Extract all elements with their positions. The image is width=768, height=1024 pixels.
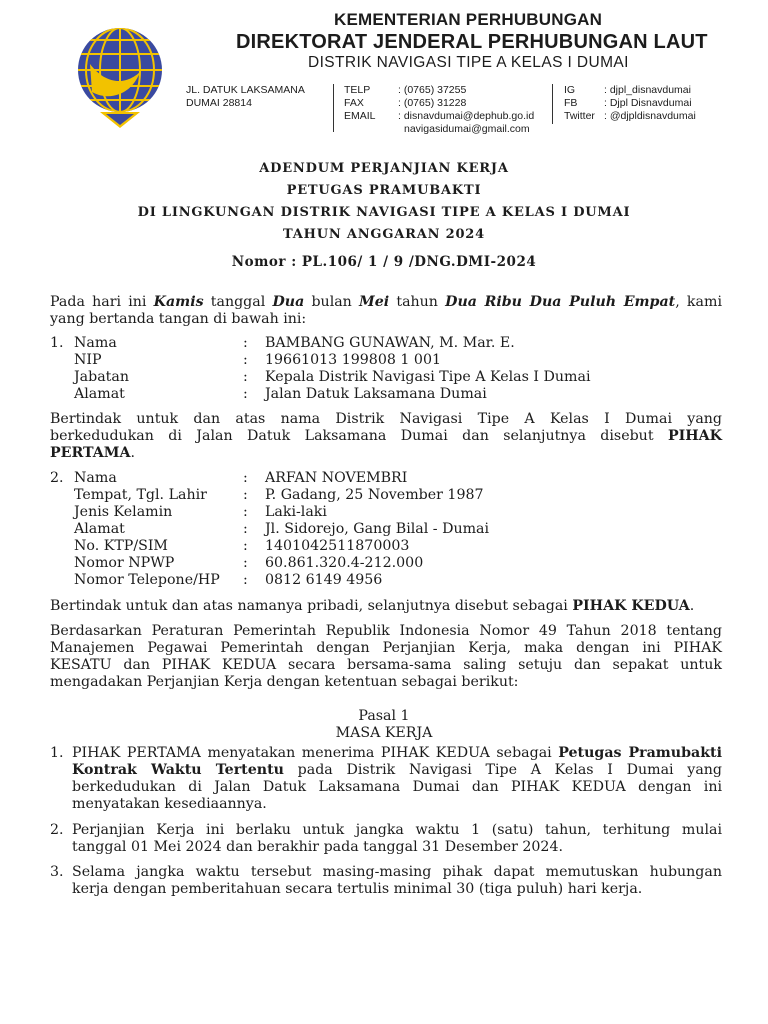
- party1-value: Jalan Datuk Laksamana Dumai: [265, 386, 487, 402]
- divider: [333, 84, 334, 132]
- basis-line: KESATU dan PIHAK KEDUA secara bersama-sama saling setuju dan sepakat untuk: [50, 657, 722, 673]
- colon: :: [243, 538, 248, 554]
- party1-value: BAMBANG GUNAWAN, M. Mar. E.: [265, 335, 515, 351]
- party1-label: Nama: [74, 335, 117, 351]
- party1-label: Jabatan: [74, 369, 129, 385]
- ministry-logo-icon: [70, 24, 170, 134]
- title-line: ADENDUM PERJANJIAN KERJA: [259, 161, 509, 176]
- basis-line: mengadakan Perjanjian Kerja dengan ketentuan sebagai berikut:: [50, 674, 519, 690]
- party2-label: Alamat: [74, 521, 125, 537]
- email-value: : disnavdumai@dephub.go.id: [398, 110, 535, 122]
- twitter-label: Twitter: [564, 110, 595, 122]
- article-item-line: PIHAK PERTAMA menyatakan menerima PIHAK KEDUA sebagai Petugas Pramubakti: [72, 745, 722, 761]
- party2-statement: Bertindak untuk dan atas namanya pribadi, selanjutnya disebut sebagai PIHAK KEDUA.: [50, 598, 695, 614]
- colon: :: [243, 504, 248, 520]
- fb-label: FB: [564, 97, 578, 109]
- directorate-name: DIREKTORAT JENDERAL PERHUBUNGAN LAUT: [236, 31, 708, 53]
- party2-value: P. Gadang, 25 November 1987: [265, 487, 484, 503]
- colon: :: [243, 386, 248, 402]
- year: Dua Ribu Dua Puluh Empat: [445, 294, 676, 310]
- intro-line-2: yang bertanda tangan di bawah ini:: [50, 311, 307, 327]
- document-title: [0, 158, 768, 246]
- day: Kamis: [153, 294, 204, 310]
- fax-label: FAX: [344, 97, 364, 109]
- title-line: PETUGAS PRAMUBAKTI: [286, 183, 482, 198]
- office-address: [186, 84, 305, 110]
- party1-label: Alamat: [74, 386, 125, 402]
- article-item-line: Kontrak Waktu Tertentu pada Distrik Navigasi Tipe A Kelas I Dumai yang: [72, 762, 722, 778]
- party2-value: ARFAN NOVEMBRI: [265, 470, 408, 486]
- party1-statement-line: berkedudukan di Jalan Datuk Laksamana Dumai dan selanjutnya disebut PIHAK: [50, 428, 722, 444]
- colon: :: [243, 487, 248, 503]
- colon: :: [243, 555, 248, 571]
- telp-value: : (0765) 37255: [398, 84, 467, 96]
- party2-number: 2.: [50, 470, 64, 486]
- article-item-line: Selama jangka waktu tersebut masing-masing pihak dapat memutuskan hubungan: [72, 864, 722, 880]
- divider: [552, 84, 553, 124]
- article-heading: Pasal 1: [358, 708, 410, 724]
- article-subheading: MASA KERJA: [335, 725, 433, 741]
- party1-value: Kepala Distrik Navigasi Tipe A Kelas I Dumai: [265, 369, 591, 385]
- article-item-line: kerja dengan pemberitahuan secara tertulis minimal 30 (tiga puluh) hari kerja.: [72, 881, 643, 897]
- party2-value: 0812 6149 4956: [265, 572, 383, 588]
- party2-label: Jenis Kelamin: [74, 504, 173, 520]
- colon: :: [243, 470, 248, 486]
- social-labels: [564, 84, 595, 123]
- ig-value: : djpl_disnavdumai: [604, 84, 691, 96]
- party2-label: No. KTP/SIM: [74, 538, 168, 554]
- twitter-value: : @djpldisnavdumai: [604, 110, 696, 122]
- document-number: Nomor : PL.106/ 1 / 9 /DNG.DMI-2024: [231, 254, 537, 270]
- party1-statement-line: Bertindak untuk dan atas nama Distrik Navigasi Tipe A Kelas I Dumai yang: [50, 411, 722, 427]
- colon: :: [243, 352, 248, 368]
- colon: :: [243, 572, 248, 588]
- colon: :: [243, 521, 248, 537]
- party2-label: Nama: [74, 470, 117, 486]
- basis-line: Manajemen Pegawai Pemerintah dengan Perjanjian Kerja, maka dengan ini PIHAK: [50, 640, 722, 656]
- article-item-number: 2.: [50, 822, 64, 838]
- party1-number: 1.: [50, 335, 64, 351]
- social-values: [604, 84, 696, 123]
- party2-value: Laki-laki: [265, 504, 327, 520]
- email-label: EMAIL: [344, 110, 376, 122]
- date: Dua: [272, 294, 305, 310]
- fax-value: : (0765) 31228: [398, 97, 467, 109]
- article-item-number: 3.: [50, 864, 64, 880]
- party2-value: 60.861.320.4-212.000: [265, 555, 424, 571]
- colon: :: [243, 335, 248, 351]
- month: Mei: [359, 294, 390, 310]
- title-line: DI LINGKUNGAN DISTRIK NAVIGASI TIPE A KELAS I DUMAI: [137, 205, 631, 220]
- article-item-line: berkedudukan di Jalan Datuk Laksamana Dumai dan PIHAK KEDUA dengan ini: [72, 779, 722, 795]
- contact-values: [398, 84, 534, 136]
- article-item-number: 1.: [50, 745, 64, 761]
- district-name: DISTRIK NAVIGASI TIPE A KELAS I DUMAI: [308, 54, 629, 71]
- party2-label: Nomor NPWP: [74, 555, 175, 571]
- contact-labels: [344, 84, 376, 123]
- telp-label: TELP: [344, 84, 371, 96]
- party2-value: 1401042511870003: [265, 538, 410, 554]
- party1-label: NIP: [74, 352, 102, 368]
- email-value-2: navigasidumai@gmail.com: [404, 123, 530, 135]
- party1-statement-line: PERTAMA.: [50, 445, 136, 461]
- title-line: TAHUN ANGGARAN 2024: [282, 227, 486, 242]
- party1-value: 19661013 199808 1 001: [265, 352, 442, 368]
- article-item-line: tanggal 01 Mei 2024 dan berakhir pada tanggal 31 Desember 2024.: [72, 839, 563, 855]
- basis-line: Berdasarkan Peraturan Pemerintah Republik Indonesia Nomor 49 Tahun 2018 tentang: [50, 623, 722, 639]
- ministry-name: KEMENTERIAN PERHUBUNGAN: [334, 10, 603, 29]
- address-line: DUMAI 28814: [186, 97, 252, 109]
- colon: :: [243, 369, 248, 385]
- party2-label: Nomor Telepone/HP: [74, 572, 220, 588]
- intro-line-1: Pada hari ini Kamis tanggal Dua bulan Mei tahun Dua Ribu Dua Puluh Empat, kami: [50, 294, 722, 310]
- article-item-line: Perjanjian Kerja ini berlaku untuk jangka waktu 1 (satu) tahun, terhitung mulai: [72, 822, 722, 838]
- ig-label: IG: [564, 84, 576, 96]
- party2-value: Jl. Sidorejo, Gang Bilal - Dumai: [265, 521, 490, 537]
- article-item-line: menyatakan kesediaannya.: [72, 796, 267, 812]
- fb-value: : Djpl Disnavdumai: [604, 97, 692, 109]
- party2-label: Tempat, Tgl. Lahir: [74, 487, 207, 503]
- address-line: JL. DATUK LAKSAMANA: [186, 84, 305, 96]
